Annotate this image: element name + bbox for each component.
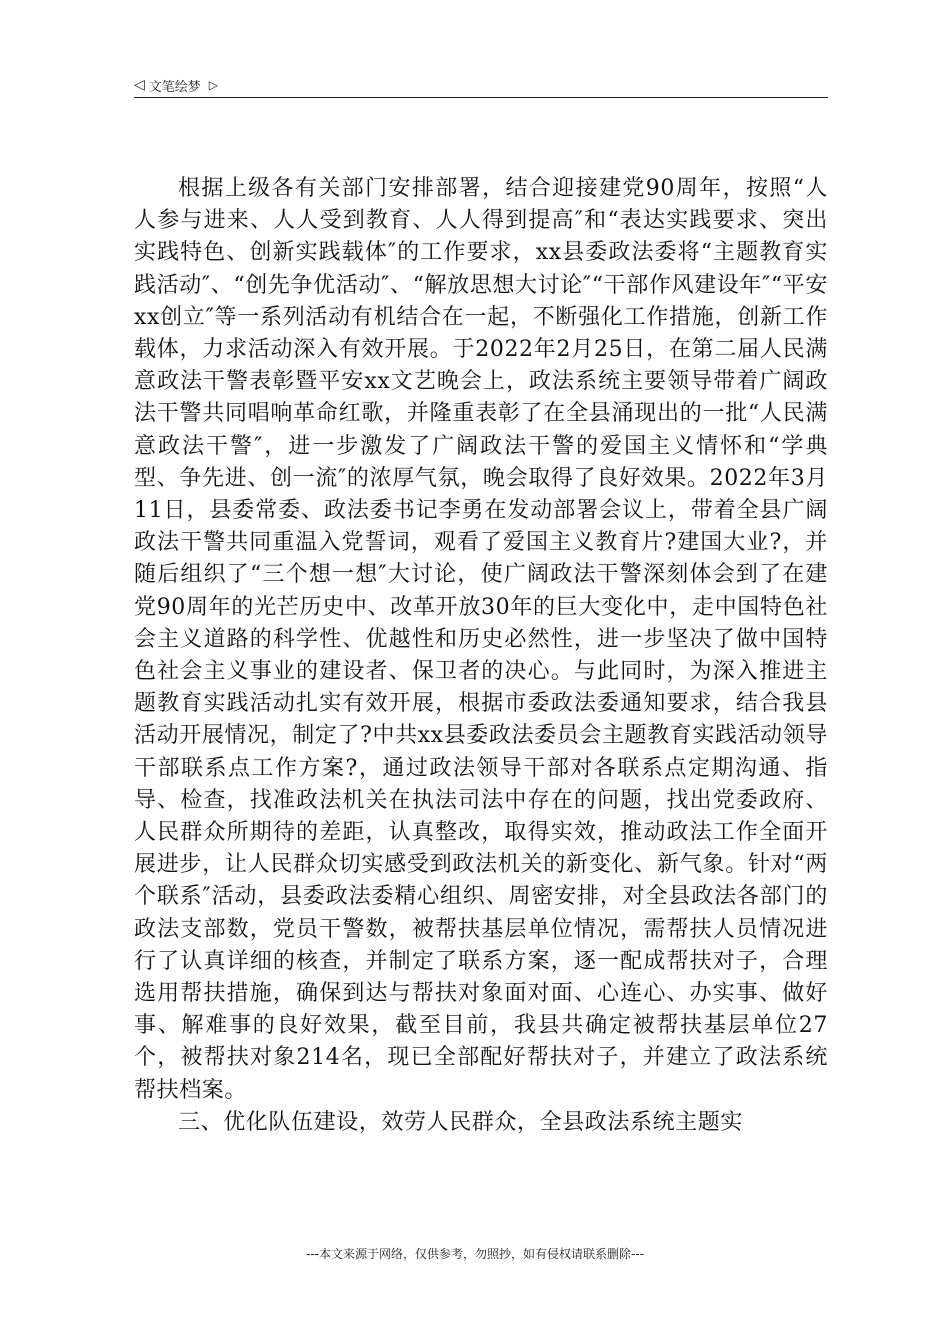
page-header xyxy=(134,74,828,96)
paragraph-1: 根据上级各有关部门安排部署，结合迎接建党90周年，按照“人人参与进来、人人受到教育、人人得到提高″和“表达实践要求、突出实践特色、创新实践载体″的工作要求，xx县委政法委将“主题教育实践活动″、“创先争优活动″、“解放思想大讨论″“干部作风建设年″“平安xx创立″等一系列活动有机结合在一起，不断强化工作措施，创新工作载体，力求活动深入有效开展。于2022年2月25日，在第二届人民满意政法干警表彰暨平安xx文艺晚会上，政法系统主要领导带着广阔政法干警共同唱响革命红歌，并隆重表彰了在全县涌现出的一批“人民满意政法干警″，进一步激发了广阔政法干警的爱国主义情怀和“学典型、争先进、创一流″的浓厚气氛，晚会取得了良好效果。2022年3月11日，县委常委、政法委书记李勇在发动部署会议上，带着全县广阔政法干警共同重温入党誓词，观看了爱国主义教育片?建国大业?，并随后组织了“三个想一想″大讨论，使广阔政法干警深刻体会到了在建党90周年的光芒历史中、改革开放30年的巨大变化中，走中国特色社会主义道路的科学性、优越性和历史必然性，进一步坚决了做中国特色社会主义事业的建设者、保卫者的决心。与此同时，为深入推进主题教育实践活动扎实有效开展，根据市委政法委通知要求，结合我县活动开展情况，制定了?中共xx县委政法委员会主题教育实践活动领导干部联系点工作方案?，通过政法领导干部对各联系点定期沟通、指导、检查，找准政法机关在执法司法中存在的问题，找出党委政府、人民群众所期待的差距，认真整改，取得实效，推动政法工作全面开展进步，让人民群众切实感受到政法机关的新变化、新气象。针对“两个联系″活动，县委政法委精心组织、周密安排，对全县政法各部门的政法支部数，党员干警数，被帮扶基层单位情况，需帮扶人员情况进行了认真详细的核查，并制定了联系方案，逐一配成帮扶对子，合理选用帮扶措施，确保到达与帮扶对象面对面、心连心、办实事、做好事、解难事的良好效果，截至目前，我县共确定被帮扶基层单位27个，被帮扶对象214名，现已全部配好帮扶对子，并建立了政法系统帮扶档案。 xyxy=(134,176,828,1103)
header-divider xyxy=(134,97,828,98)
document-body xyxy=(134,173,828,1139)
footer-notice: ---本文来源于网络，仅供参考，勿照抄，如有侵权请联系删除--- xyxy=(306,1247,644,1261)
left-triangle-icon: ◁ xyxy=(134,77,145,93)
right-triangle-icon: ▷ xyxy=(208,78,219,92)
header-title: 文笔绘梦 xyxy=(148,79,201,95)
paragraph-2: 三、优化队伍建设，效劳人民群众，全县政法系统主题实 xyxy=(178,1109,744,1135)
